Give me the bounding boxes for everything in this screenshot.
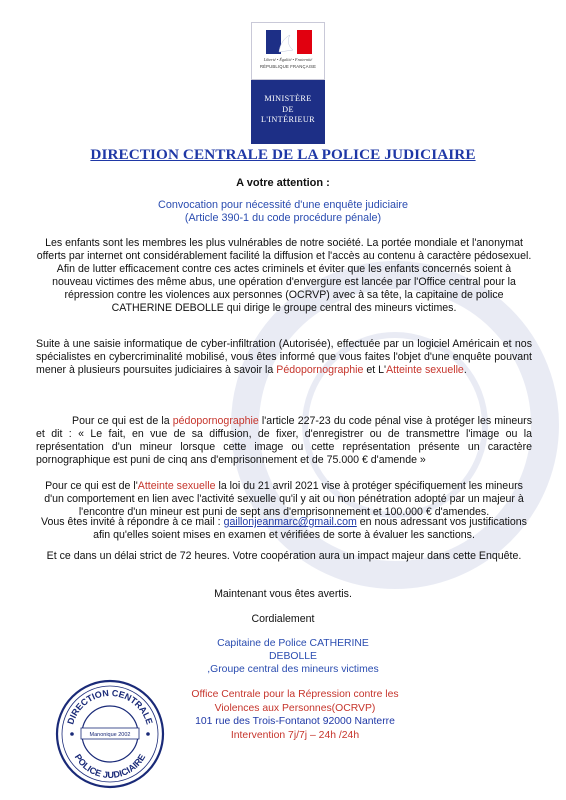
p4-text-rest: la loi du 21 avril 2021 vise à protéger spécifiquement les mineurs d'un comportement en lien avec l'activité sexuelle qu'il y ait ou non pénétration adopté par un majeur à l'encontre d'un mineur est puni de sept ans d'emprisonnement et 100.000 € d'amendes.	[44, 480, 524, 519]
police-judiciaire-stamp	[54, 678, 166, 790]
p2-text-end: .	[463, 364, 467, 377]
signature-block	[183, 637, 403, 676]
term-pedopornographie: Pédopornographie	[276, 364, 364, 377]
p5-text-start: Vous êtes invité à répondre à ce mail :	[41, 516, 224, 528]
svg-text:DIRECTION CENTRALE	[65, 688, 154, 726]
email-link[interactable]: gaillonjeanmarc@gmail.com	[223, 516, 357, 528]
p3-text-start: Pour ce qui est de la	[72, 415, 173, 427]
signature-line1: Capitaine de Police CATHERINE	[217, 638, 369, 649]
paragraph-article-227	[36, 415, 532, 467]
office-address: 101 rue des Trois-Fontanot 92000 Nanterre	[195, 716, 395, 728]
stamp-top-text: DIRECTION CENTRALE	[65, 687, 155, 726]
ministry-line1: MINISTÈRE	[264, 94, 312, 103]
ministry-logo	[251, 22, 325, 144]
office-address-block	[170, 688, 420, 742]
attention-line: A votre attention :	[236, 177, 330, 189]
ministry-name	[251, 80, 325, 144]
paragraph-law-2021	[36, 480, 532, 519]
republic-motto: Liberté • Égalité • Fraternité	[263, 57, 313, 62]
convocation-line1: Convocation pour nécessité d'une enquête judiciaire	[158, 199, 408, 211]
office-line2: Violences aux Personnes(OCRVP)	[214, 702, 376, 714]
convocation-heading	[0, 199, 566, 225]
document-title: DIRECTION CENTRALE DE LA POLICE JUDICIAIRE	[90, 146, 476, 163]
p5-text-rest: en nous adressant vos justifications afin qu'elles soient mises en examen et vérifiées de sorte à évaluer les sanctions.	[93, 516, 527, 542]
paragraph-intro: Les enfants sont les membres les plus vulnérables de notre société. La portée mondiale et l'anonymat offerts par internet ont considérablement facilité la diffusion et l'accès au contenu à caractère pédosexuel. Afin de lutter efficacement contre ces actes criminels et éviter que les enfants concernés soient à nouveau victimes des même abus, une opération d'envergure est lancée par l'Office central pour la répression contre les violences aux personnes (OCRVP) avec à sa tête, la capitaine de police CATHERINE DEBOLLE qui dirige le groupe central des mineurs victimes.	[36, 237, 532, 315]
republic-name: RÉPUBLIQUE FRANÇAISE	[259, 64, 317, 69]
p3-text-rest: l'article 227-23 du code pénal vise à protéger les mineurs et dit : « Le fait, en vue de sa diffusion, de fixer, d'enregistrer ou de transmettre l'image ou la représentation d'un mineur lorsque cette image ou cette représentation présente un caractère pornographique est puni de cinq ans d'emprisonnement et de 75.000 € d'amende »	[36, 415, 532, 467]
signature-line2: DEBOLLE	[269, 651, 317, 662]
term-atteinte-sexuelle-2: Atteinte sexuelle	[137, 480, 216, 492]
office-hours: Intervention 7j/7j – 24h /24h	[230, 729, 360, 741]
ministry-line2: DE	[282, 104, 294, 114]
p2-text-start: Suite à une saisie informatique de cyber-infiltration (Autorisée), effectuée par un logiciel Américain et nos spécialistes en cybercriminalité mobilisé, vous êtes informé que vous faites l'objet d'une enquête pouvant mener à plusieurs poursuites judiciaires à savoir la	[36, 338, 532, 377]
svg-text:POLICE JUDICIAIRE	[73, 752, 148, 780]
p4-text-start: Pour ce qui est de l'	[45, 480, 138, 492]
ministry-line3: L'INTÉRIEUR	[260, 115, 316, 124]
convocation-line2: (Article 390-1 du code procédure pénale)	[184, 212, 382, 224]
p2-text-mid: et L'	[363, 364, 387, 377]
marianne-flag-icon	[266, 30, 312, 54]
signature-line3: ,Groupe central des mineurs victimes	[207, 664, 379, 675]
stamp-bottom-text: POLICE JUDICIAIRE	[72, 752, 148, 781]
marianne-block	[251, 22, 325, 80]
paragraph-deadline: Et ce dans un délai strict de 72 heures. Votre coopération aura un impact majeur dans cette Enquête.	[46, 550, 522, 562]
term-pedopornographie-2: pédopornographie	[172, 415, 259, 427]
office-line1: Office Centrale pour la Répression contre les	[191, 689, 399, 700]
regards-line: Cordialement	[251, 613, 315, 625]
paragraph-reply	[36, 516, 532, 542]
warned-line: Maintenant vous êtes avertis.	[214, 588, 352, 600]
paragraph-investigation	[36, 338, 532, 377]
term-atteinte-sexuelle: Atteinte sexuelle	[386, 364, 464, 377]
stamp-center-text: Manonique 2002	[89, 732, 131, 738]
